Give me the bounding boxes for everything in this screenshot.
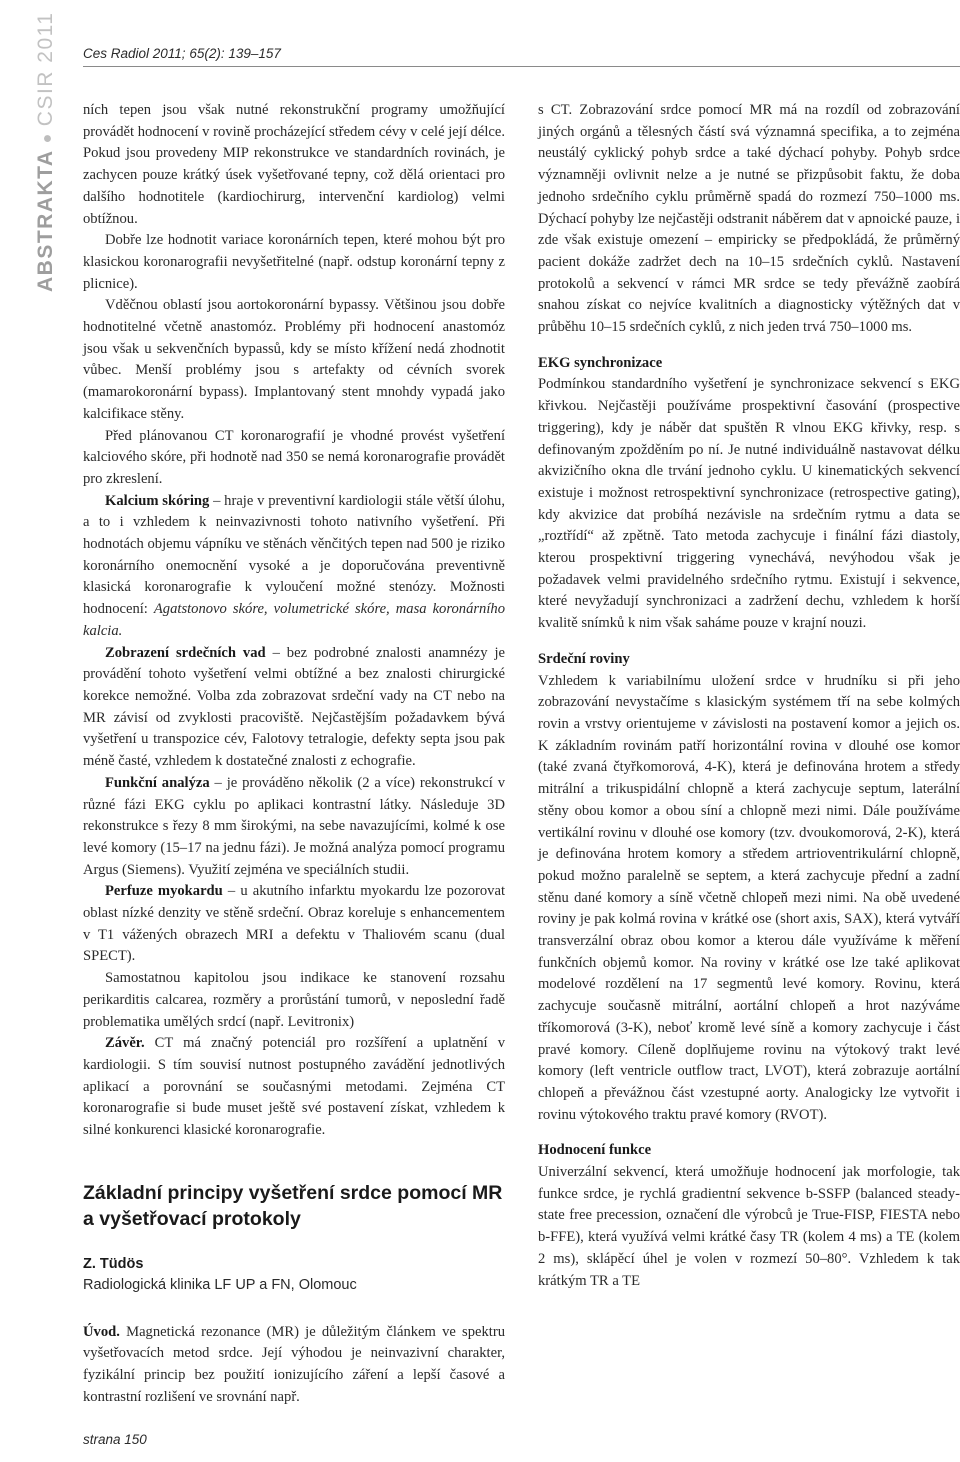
section-heading: EKG synchronizace — [538, 354, 663, 371]
paragraph — [83, 643, 505, 773]
paragraph: ních tepen jsou však nutné rekonstrukční programy umožňující provádět hodnocení v rovině procházející středem cévy v celé její délce. Pokud jsou provedeny MIP rekonstrukce ve standardních rovinách, je zachycen pouze krátký úsek vyšetřované tepny, což dělá orientaci pro dalšího hodnotitele (kardiochirurg, intervenční kardiolog) velmi obtížnou. — [83, 102, 505, 227]
term: Perfuze myokardu — [105, 883, 223, 900]
paragraph: s CT. Zobrazování srdce pomocí MR má na rozdíl od zobrazování jiných orgánů a tělesných částí svá významná specifika, a to zejména neustálý cyklický pohyb srdce a také dýchací pohyby. Pohyb srdce významněji ovlivnit nelze a je nutné se přizpůsobit faktu, že doba jednoho srdečního cyklu průměrně spadá do rozmezí 750–1000 ms. Dýchací pohyby lze nejčastěji odstranit náběrem dat v apnoické pauze, i zde však existuje omezení – empiricky se předpokládá, že průměrný pacient dokáže zadržet dech na 10–15 srdečních cyklů. Nastavení protokolů a sekvencí v rámci MR srdce se tedy převážně zaobírá snahou získat co nejvíce kvalitních a diagnosticky výtěžných dat v průběhu 10–15 srdečních cyklů, z nich jeden trvá 750–1000 ms. — [538, 102, 960, 336]
term: Úvod. — [83, 1323, 120, 1340]
text: – u akutního infarktu myokardu lze pozorovat oblast nízké denzity ve stěně srdeční. Obraz koreluje s enhancementem v T1 vážených obrazech MRI a defektu v Thaliovém scanu (dual SPECT). — [83, 883, 506, 965]
paragraph — [83, 881, 505, 968]
term: Závěr. — [105, 1035, 145, 1052]
text: Magnetická rezonance (MR) je důležitým článkem ve spektru vyšetřovacích metod srdce. Její výhodou je neinvazivní charakter, fyzikální princip bez použití ionizujícího záření a lepší časové a kontrastní rozlišení ve srovnání např. — [83, 1323, 505, 1405]
paragraph — [83, 1322, 505, 1409]
term: Zobrazení srdečních vad — [105, 644, 266, 661]
section-heading: Srdeční roviny — [538, 650, 630, 667]
text: CT má značný potenciál pro rozšíření a uplatnění v kardiologii. S tím souvisí nutnost postupného zavádění jednotlivých aplikací a porovnání se současnými metodami. Zejména CT koronarografie si bude muset ještě své postavení získat, vzhledem k silné konkurenci klasické koronarografie. — [83, 1035, 505, 1139]
event-label: CSIR 2011 — [34, 11, 57, 127]
journal-citation: Ces Radiol 2011; 65(2): 139–157 — [83, 46, 281, 61]
section-label: ABSTRAKTA — [34, 149, 57, 292]
paragraph: Před plánovanou CT koronarografií je vhodné provést vyšetření kalciového skóre, při hodnotě nad 350 se nemá koronarografie provádět pro zkreslení. — [83, 427, 505, 487]
paragraph: Vděčnou oblastí jsou aortokoronární bypassy. Většinou jsou dobře hodnotitelné včetně anastomóz. Problémy při hodnocení anastomóz jsou však u sekvenčních bypassů, kdy se místo křížení nedá zhodnotit vůbec. Menší problémy jsou s artefakty od cévních svorek (mamarokoronární bypass). Implantovaný stent mnohdy vypadá jako kalcifikace stěny. — [83, 297, 505, 422]
italic-text: Agatstonovo skóre, volumetrické skóre, masa koronárního kalcia. — [83, 601, 505, 639]
text: – bez podrobné znalosti anamnézy je provádění tohoto vyšetření velmi obtížné a bez znalosti chirurgické korekce nemožné. Volba zda zobrazovat srdeční vady na CT nebo na MR závisí od zvyklosti pracoviště. Nejčastějším požadavkem bývá vyšetření u transpozice cév, Falotovy tetralogie, defekty septa jsou pak méně časté, vzhledem k dostatečné znalosti z echografie. — [83, 644, 505, 770]
text: – je prováděno několik (2 a více) rekonstrukcí v různé fázi EKG cyklu po aplikaci kontrastní látky. Následuje 3D rekonstrukce s řezy 8 mm širokými, na sebe navazujícími, kolmé k ose levé komory (15–17 na jednu fázi). Je možná analýza pomocí programu Argus (Siemens). Využití zejména ve speciálních studii. — [83, 774, 505, 878]
page-number: strana 150 — [83, 1432, 147, 1447]
section-heading: Hodnocení funkce — [538, 1142, 652, 1159]
paragraph: Vzhledem k variabilnímu uložení srdce v hrudníku si při jeho zobrazování nevystačíme s klasickým systémem tří na sebe kolmých rovin a vrstvy orientujeme v závislosti na postavení komor a jejich os. K základním rovinám patří horizontální rovina v dlouhé ose komor (také zvaná čtyřkomorová, 4-K), která je definována hrotem a středy mitrální a trikuspidální chlopně a která zachycuje septum, laterální stěny obou komor a obou síní a chlopně mezi nimi. Dále používáme vertikální rovinu v dlouhé ose komory (tzv. dvoukomorová, 2-K), která je definována hrotem komory a středem artrioventrikulární chlopně, pokud možno paralelně se septem, a která zachycuje přední a zadní stěnu dané komory a síně včetně chlopeň mezi nimi. Na obě uvedené roviny je pak kolmá rovina v krátké ose (short axis, SAX), která vytváří transverzální obraz obou komor a kterou dále využíváme k měření funkčních objemů komor. Na roviny v krátké ose lze také aplikovat modelové rozdělení na 17 segmentů levé komory. Rovinu, která zachycuje současně mitrální, aortální chlopeň a hrot nazýváme tříkomorová (3-K), neboť kromě levé síně a komory zachycuje i část pravé komory. Cíleně doplňujeme rovinu na výtokový trakt levé komory (left ventricle outflow tract, LVOT), která zobrazuje aortální chlopeň a převážnou část vzestupné aorty. Analogicky lze vytvořit i rovinu výtokového traktu pravé komory (RVOT). — [538, 672, 960, 1123]
article-title: Základní principy vyšetření srdce pomocí MR a vyšetřovací protokoly — [83, 1181, 503, 1230]
text: – hraje v preventivní kardiologii stále větší úlohu, a to i vzhledem k neinvazivnosti tohoto nativního vyšetření. Při hodnotách objemu vápníku ve stěnách věnčitých tepen nad 500 je riziko koronárního onemocnění vysoké a je doporučována preventivně klasická koronarografie k vyloučení možné stenózy. Možnosti hodnocení: — [83, 492, 505, 618]
header-rule — [83, 66, 960, 67]
paragraph: Podmínkou standardního vyšetření je synchronizace sekvencí s EKG křivkou. Nejčastěji používáme prospektivní časování (prospective triggering), kdy je náběr dat spuštěn R vlnou EKG křivky, resp. s definovaným zpožděním po ní. Je nutné individuálně nastavovat délku akvizičního okna dle trvání jednoho cyklu. U kinematických sekvencí existuje i možnost retrospektivní synchronizace (retrospective gating), kdy akvizice dat probíhá nezávisle na srdečním rytmu a data se „roztřídí“ až zpětně. Tato metoda zachycuje i finální fázi diastoly, kterou prospektivní triggering vynechává, nevýhodou však je požadavek velmi pravidelného srdečního rytmu. Existují i sekvence, které nevyžadují synchronizaci a zadržení dechu, vzhledem k horší kvalitě snímků k nim však saháme pouze v krajní nouzi. — [538, 376, 960, 632]
term: Kalcium skóring — [105, 492, 210, 509]
section-side-tab — [34, 12, 58, 292]
paragraph — [83, 773, 505, 882]
paragraph — [83, 491, 505, 643]
paragraph: Samostatnou kapitolou jsou indikace ke stanovení rozsahu perikarditis calcarea, rozměry a prorůstání tumorů, v neposlední řadě problematika umělých srdcí (např. Levitronix) — [83, 970, 505, 1030]
right-column — [538, 100, 960, 1292]
left-column — [83, 100, 505, 1409]
term: Funkční analýza — [105, 774, 210, 791]
separator-dot-icon: ● — [39, 132, 56, 144]
affiliation: Radiologická klinika LF UP a FN, Olomouc — [83, 1276, 357, 1293]
paragraph — [83, 1033, 505, 1142]
paragraph: Dobře lze hodnotit variace koronárních tepen, které mohou být pro klasickou koronarografii nevyšetřitelné (např. odstup koronární tepny z plicnice). — [83, 232, 505, 292]
author: Z. Tüdös — [83, 1255, 144, 1272]
paragraph: Univerzální sekvencí, která umožňuje hodnocení jak morfologie, tak funkce srdce, je rychlá gradientní sekvence b-SSFP (balanced steady-state free precession, označení dle výrobců je True-FISP, FIESTA nebo b-FFE), která využívá velmi krátké časy TR (kolem 4 ms) a TE (kolem 2 ms), sklápěcí úhel je volen v rozmezí 50–80°. Vzhledem k tak krátkým TR a TE — [538, 1164, 960, 1289]
